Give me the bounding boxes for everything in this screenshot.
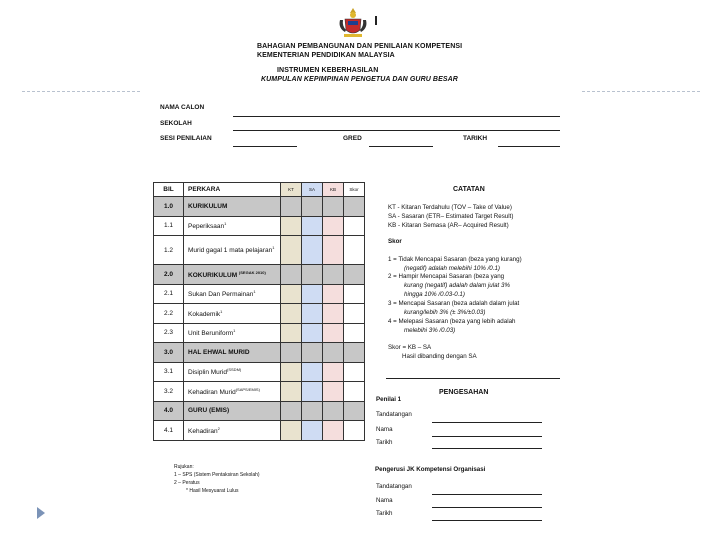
row-number: 2.0 <box>154 265 184 285</box>
footnote-1: 1 – SPS (Sistem Pentaksiran Sekolah) <box>174 472 260 478</box>
kb-cell[interactable] <box>323 236 344 265</box>
catatan-line <box>386 378 560 379</box>
footnote-2: 2 – Peratus <box>174 480 200 486</box>
sa-cell[interactable] <box>302 382 323 402</box>
header-kb: KB <box>323 183 344 197</box>
table-row <box>154 323 365 343</box>
table-row <box>154 343 365 363</box>
header-skor: Skor <box>344 183 365 197</box>
skor-cell[interactable] <box>344 323 365 343</box>
skor-cell[interactable] <box>344 401 365 421</box>
table-row <box>154 362 365 382</box>
row-number: 1.0 <box>154 197 184 217</box>
kb-cell[interactable] <box>323 323 344 343</box>
row-label: KOKURIKULUM $^{(SEGAK 2010)}$ <box>184 265 281 285</box>
kt-cell[interactable] <box>281 216 302 236</box>
kb-cell[interactable] <box>323 382 344 402</box>
skor-cell[interactable] <box>344 216 365 236</box>
row-label: Unit Beruniform$^1$ <box>184 323 281 343</box>
row-number: 1.2 <box>154 236 184 265</box>
skor-cell[interactable] <box>344 382 365 402</box>
sa-cell[interactable] <box>302 401 323 421</box>
sekolah-label: SEKOLAH <box>160 120 192 127</box>
logo-mark <box>375 16 377 25</box>
skor-3b: kurang/lebih 3% (± 3%/±0.03) <box>404 309 486 316</box>
header-sa: SA <box>302 183 323 197</box>
table-row <box>154 421 365 441</box>
nama-calon-label: NAMA CALON <box>160 104 205 111</box>
row-label: Disiplin Murid$^{(SSDM)}$ <box>184 362 281 382</box>
sa-cell[interactable] <box>302 265 323 285</box>
footnote-3: * Hasil Mesyuarat Lulus <box>186 488 239 494</box>
skor-1b: (negatif) adalah melebihi 10% /0.1) <box>404 265 500 272</box>
gred-field[interactable] <box>369 146 433 147</box>
row-label: Kehadiran$^2$ <box>184 421 281 441</box>
sa-cell[interactable] <box>302 197 323 217</box>
next-slide-arrow-icon[interactable] <box>37 507 45 519</box>
kt-cell[interactable] <box>281 421 302 441</box>
kb-cell[interactable] <box>323 343 344 363</box>
divider-right <box>582 91 700 92</box>
pengesahan-title: PENGESAHAN <box>439 389 489 396</box>
catatan-kt: KT - Kitaran Terdahulu (TOV – Take of Value) <box>388 204 512 211</box>
penilai-tandatangan-label: Tandatangan <box>376 411 412 418</box>
table-row <box>154 265 365 285</box>
form-title: INSTRUMEN KEBERHASILAN <box>277 67 379 74</box>
header-line2: KEMENTERIAN PENDIDIKAN MALAYSIA <box>257 52 395 59</box>
pengerusi-tandatangan-field[interactable] <box>432 494 542 495</box>
sa-cell[interactable] <box>302 362 323 382</box>
row-number: 1.1 <box>154 216 184 236</box>
penilai-tarikh-field[interactable] <box>432 448 542 449</box>
row-label: GURU (EMIS) <box>184 401 281 421</box>
skor-1a: 1 = Tidak Mencapai Sasaran (beza yang kurang) <box>388 256 522 263</box>
row-number: 2.3 <box>154 323 184 343</box>
kt-cell[interactable] <box>281 236 302 265</box>
sa-cell[interactable] <box>302 284 323 304</box>
footnote-title: Rujukan: <box>174 464 194 470</box>
penilai-nama-label: Nama <box>376 426 393 433</box>
row-number: 2.1 <box>154 284 184 304</box>
kb-cell[interactable] <box>323 304 344 324</box>
penilai-tarikh-label: Tarikh <box>376 439 393 446</box>
kb-cell[interactable] <box>323 362 344 382</box>
divider-left <box>22 91 140 92</box>
skor-formula: Skor = KB – SA <box>388 344 432 351</box>
pengerusi-tandatangan-label: Tandatangan <box>376 483 412 490</box>
header-line1: BAHAGIAN PEMBANGUNAN DAN PENILAIAN KOMPETENSI <box>257 43 463 50</box>
catatan-kb: KB - Kitaran Semasa (AR– Acquired Result) <box>388 222 509 229</box>
row-label: Peperiksaan$^1$ <box>184 216 281 236</box>
kt-cell[interactable] <box>281 401 302 421</box>
row-number: 3.0 <box>154 343 184 363</box>
skor-cell[interactable] <box>344 304 365 324</box>
kt-cell[interactable] <box>281 362 302 382</box>
kb-cell[interactable] <box>323 401 344 421</box>
table-row <box>154 304 365 324</box>
kt-cell[interactable] <box>281 323 302 343</box>
skor-cell[interactable] <box>344 265 365 285</box>
kt-cell[interactable] <box>281 284 302 304</box>
skor-title: Skor <box>388 238 402 245</box>
sa-cell[interactable] <box>302 421 323 441</box>
kb-cell[interactable] <box>323 284 344 304</box>
penilai-nama-field[interactable] <box>432 436 542 437</box>
row-number: 4.0 <box>154 401 184 421</box>
skor-2b: kurang (negatif) adalah dalam julat 3% <box>404 282 510 289</box>
skor-cell[interactable] <box>344 343 365 363</box>
pengerusi-nama-field[interactable] <box>432 507 542 508</box>
skor-4a: 4 = Melepasi Sasaran (beza yang lebih adalah <box>388 318 516 325</box>
pengerusi-label: Pengerusi JK Kompetensi Organisasi <box>375 466 486 473</box>
skor-3a: 3 = Mencapai Sasaran (beza adalah dalam julat <box>388 300 520 307</box>
row-label: Kehadiran Murid$^{(SAPS/EMIS)}$ <box>184 382 281 402</box>
kt-cell[interactable] <box>281 265 302 285</box>
skor-cell[interactable] <box>344 197 365 217</box>
row-label: Murid gagal 1 mata pelajaran$^1$ <box>184 236 281 265</box>
pengerusi-tarikh-label: Tarikh <box>376 510 393 517</box>
table-row <box>154 401 365 421</box>
kb-cell[interactable] <box>323 421 344 441</box>
row-label: KURIKULUM <box>184 197 281 217</box>
row-label: Sukan Dan Permainan$^1$ <box>184 284 281 304</box>
sekolah-field[interactable] <box>233 130 560 131</box>
header-kt: KT <box>281 183 302 197</box>
pengerusi-tarikh-field[interactable] <box>432 520 542 521</box>
row-number: 2.2 <box>154 304 184 324</box>
table-header-row <box>154 183 365 197</box>
kb-cell[interactable] <box>323 216 344 236</box>
kt-cell[interactable] <box>281 343 302 363</box>
skor-4b: melebihi 3% /0.03) <box>404 327 456 334</box>
table-row <box>154 216 365 236</box>
kb-cell[interactable] <box>323 265 344 285</box>
tarikh-label: TARIKH <box>463 135 488 142</box>
table-row <box>154 284 365 304</box>
sesi-penilaian-field[interactable] <box>233 146 297 147</box>
sa-cell[interactable] <box>302 343 323 363</box>
row-number: 3.2 <box>154 382 184 402</box>
nama-calon-field[interactable] <box>233 116 560 117</box>
assessment-table <box>153 182 365 441</box>
skor-2c: hingga 10% /0.03-0.1) <box>404 291 465 298</box>
skor-cell[interactable] <box>344 421 365 441</box>
catatan-title: CATATAN <box>453 186 485 193</box>
sa-cell[interactable] <box>302 236 323 265</box>
table-row <box>154 197 365 217</box>
gred-label: GRED <box>343 135 362 142</box>
row-number: 4.1 <box>154 421 184 441</box>
form-subtitle: KUMPULAN KEPIMPINAN PENGETUA DAN GURU BESAR <box>261 76 458 83</box>
table-row <box>154 236 365 265</box>
header-bil: BIL <box>154 183 184 197</box>
table-row <box>154 382 365 402</box>
skor-formula-note: Hasil dibanding dengan SA <box>402 353 477 360</box>
kt-cell[interactable] <box>281 304 302 324</box>
skor-cell[interactable] <box>344 236 365 265</box>
coat-of-arms-logo <box>336 6 370 40</box>
header-perkara: PERKARA <box>184 183 281 197</box>
sa-cell[interactable] <box>302 304 323 324</box>
penilai-label: Penilai 1 <box>376 396 402 403</box>
pengerusi-nama-label: Nama <box>376 497 393 504</box>
row-label: HAL EHWAL MURID <box>184 343 281 363</box>
skor-cell[interactable] <box>344 362 365 382</box>
kb-cell[interactable] <box>323 197 344 217</box>
row-label: Kokademik$^1$ <box>184 304 281 324</box>
catatan-sa: SA - Sasaran (ETR– Estimated Target Result) <box>388 213 514 220</box>
sa-cell[interactable] <box>302 216 323 236</box>
skor-2a: 2 = Hampir Mencapai Sasaran (beza yang <box>388 273 505 280</box>
kt-cell[interactable] <box>281 382 302 402</box>
row-number: 3.1 <box>154 362 184 382</box>
kt-cell[interactable] <box>281 197 302 217</box>
sesi-penilaian-label: SESI PENILAIAN <box>160 135 212 142</box>
skor-cell[interactable] <box>344 284 365 304</box>
sa-cell[interactable] <box>302 323 323 343</box>
tarikh-field[interactable] <box>498 146 560 147</box>
penilai-tandatangan-field[interactable] <box>432 422 542 423</box>
